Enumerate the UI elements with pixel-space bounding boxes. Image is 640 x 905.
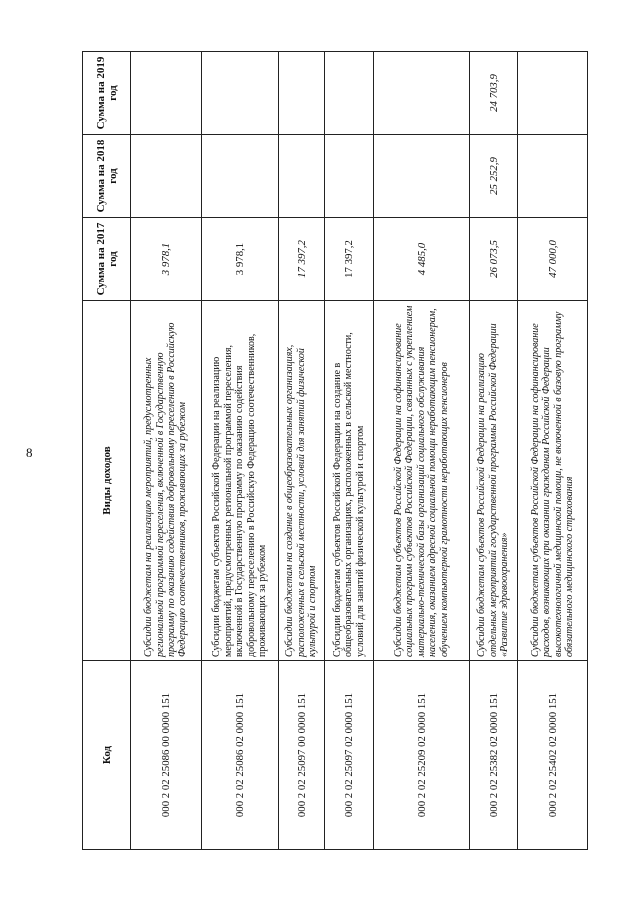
table-row — [374, 52, 470, 850]
row-sum-2018 — [325, 135, 374, 218]
row-code: 000 2 02 25097 02 0000 151 — [325, 661, 374, 850]
row-sum-2019 — [131, 52, 202, 135]
row-description: Субсидии бюджетам субъектов Российской Федерации на софинансирование расходов, возникающих при оказании гражданам Российской Федерации высокотехнологичной медицинской помощи, не включенной в базовую программу обязательного медицинского страхования — [518, 301, 588, 661]
header-code: Код — [83, 661, 131, 850]
rotated-page-content — [82, 52, 575, 850]
table-row — [131, 52, 202, 850]
page-number: 8 — [26, 445, 33, 460]
row-description: Субсидии бюджетам субъектов Российской Федерации на реализацию отдельных мероприятий государственной программы Российской Федерации «Развитие здравоохранения» — [470, 301, 518, 661]
table-row — [279, 52, 325, 850]
row-sum-2017: 17 397,2 — [279, 218, 325, 301]
row-sum-2019 — [325, 52, 374, 135]
row-sum-2018 — [202, 135, 279, 218]
table-row — [325, 52, 374, 850]
row-sum-2019 — [374, 52, 470, 135]
header-sum-2018: Сумма на 2018 год — [83, 135, 131, 218]
row-code: 000 2 02 25097 00 0000 151 — [279, 661, 325, 850]
header-revenue-types: Виды доходов — [83, 301, 131, 661]
row-code: 000 2 02 25086 00 0000 151 — [131, 661, 202, 850]
row-sum-2017: 47 000,0 — [518, 218, 588, 301]
table-row — [470, 52, 518, 850]
row-sum-2019 — [518, 52, 588, 135]
row-description: Субсидии бюджетам на создание в общеобразовательных организациях, расположенных в сельской местности, условий для занятий физической культурой и спортом — [279, 301, 325, 661]
row-code: 000 2 02 25382 02 0000 151 — [470, 661, 518, 850]
table-row — [518, 52, 588, 850]
row-sum-2018 — [374, 135, 470, 218]
row-sum-2017: 3 978,1 — [202, 218, 279, 301]
row-description: Субсидии бюджетам на реализацию мероприятий, предусмотренных региональной программой переселения, включенной в Государственную программу по оказанию содействия добровольному переселению в Российскую Федерацию соотечественников, проживающих за рубежом — [131, 301, 202, 661]
row-sum-2019 — [202, 52, 279, 135]
row-sum-2019 — [279, 52, 325, 135]
row-sum-2017: 17 397,2 — [325, 218, 374, 301]
row-sum-2017: 3 978,1 — [131, 218, 202, 301]
table-row — [202, 52, 279, 850]
row-code: 000 2 02 25209 02 0000 151 — [374, 661, 470, 850]
row-sum-2018 — [279, 135, 325, 218]
row-description: Субсидии бюджетам субъектов Российской Федерации на софинансирование социальных программ субъектов Российской Федерации, связанных с укреплением материально-технической базы организаций социального обслуживания населения, оказанием адресной социальной помощи неработающим пенсионерам, обучением компьютерной грамотности неработающих пенсионеров — [374, 301, 470, 661]
row-sum-2017: 4 485,0 — [374, 218, 470, 301]
header-sum-2017: Сумма на 2017 год — [83, 218, 131, 301]
revenue-table — [82, 51, 588, 850]
row-sum-2018 — [518, 135, 588, 218]
header-sum-2019: Сумма на 2019 год — [83, 52, 131, 135]
row-sum-2017: 26 073,5 — [470, 218, 518, 301]
row-description: Субсидии бюджетам субъектов Российской Федерации на создание в общеобразовательных организациях, расположенных в сельской местности, условий для занятий физической культурой и спортом — [325, 301, 374, 661]
row-sum-2018: 25 252,9 — [470, 135, 518, 218]
row-code: 000 2 02 25402 02 0000 151 — [518, 661, 588, 850]
table-header-row — [83, 52, 131, 850]
row-description: Субсидии бюджетам субъектов Российской Федерации на реализацию мероприятий, предусмотренных региональной программой переселения, включенной в Государственную программу по оказанию содействия добровольному переселению в Российскую Федерацию соотечественников, проживающих за рубежом — [202, 301, 279, 661]
row-sum-2019: 24 703,9 — [470, 52, 518, 135]
row-sum-2018 — [131, 135, 202, 218]
row-code: 000 2 02 25086 02 0000 151 — [202, 661, 279, 850]
